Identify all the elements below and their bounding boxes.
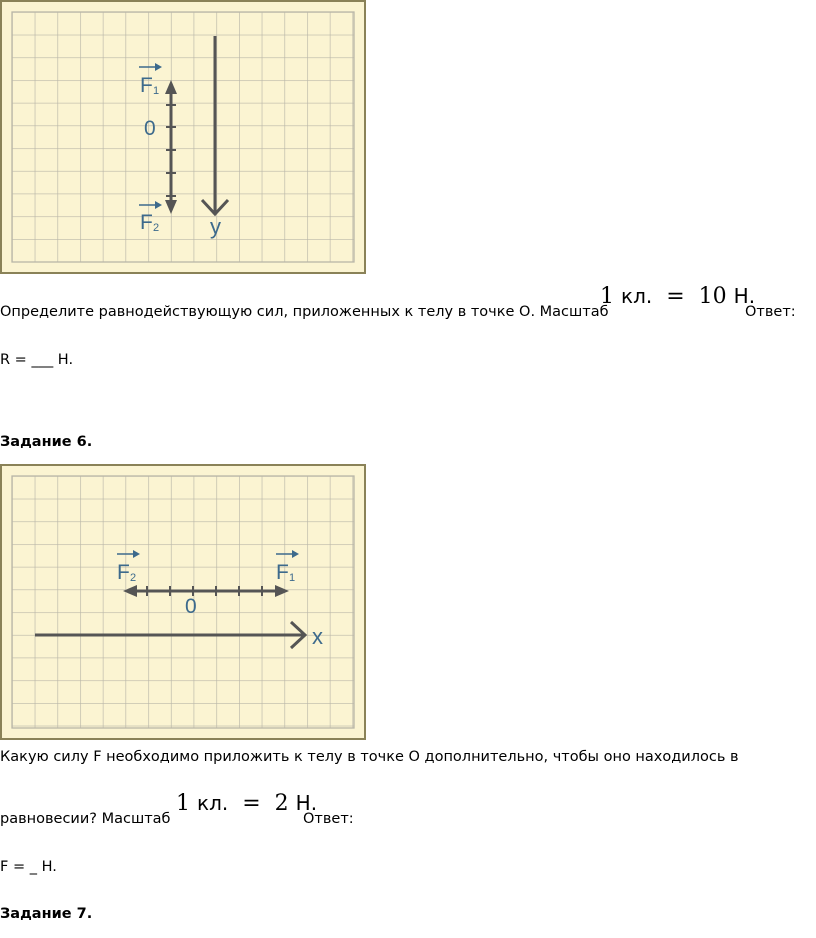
label-f1-sub: 1 [289, 572, 296, 584]
scale-right-number: 10 [698, 284, 727, 309]
label-axis-y: y [210, 214, 221, 239]
task6-answer-line: F = _ H. [0, 859, 57, 875]
grid-area [12, 12, 354, 262]
scale-left-number: 1 [176, 791, 190, 816]
task6-scale-formula [176, 791, 317, 816]
scale-right-unit: Н. [295, 791, 318, 815]
label-origin: 0 [144, 117, 156, 140]
scale-equals: = [242, 791, 261, 816]
scale-left-number: 1 [600, 284, 614, 309]
task6-question-line2: равновесии? Масштаб [0, 811, 171, 827]
task5-question: Определите равнодействующую сил, приложенных к телу в точке О. Масштаб [0, 304, 609, 320]
force-diagram-horizontal [0, 464, 366, 740]
label-axis-x: x [312, 624, 323, 649]
force-diagram-vertical [0, 0, 366, 274]
task6-question-line1: Какую силу F необходимо приложить к телу в точке О дополнительно, чтобы оно находилось в [0, 749, 739, 765]
label-f1-sub: 1 [153, 85, 160, 97]
scale-right-number: 2 [274, 791, 289, 816]
scale-left-unit: кл. [621, 284, 653, 308]
scale-equals: = [666, 284, 685, 309]
label-f1: F [140, 74, 153, 97]
label-f2: F [140, 211, 153, 234]
task6-answer-label: Ответ: [303, 811, 354, 827]
label-f2: F [117, 561, 130, 584]
label-f1: F [276, 561, 289, 584]
label-f2-sub: 2 [130, 572, 137, 584]
task5-answer-label: Ответ: [745, 304, 796, 320]
task5-scale-formula [600, 284, 755, 309]
label-f2-sub: 2 [153, 222, 160, 234]
grid-area [12, 476, 354, 728]
label-origin: 0 [185, 595, 197, 618]
task6-heading: Задание 6. [0, 434, 93, 450]
scale-right-unit: Н. [733, 284, 756, 308]
task5-answer-line: R = ___ H. [0, 352, 74, 368]
scale-left-unit: кл. [197, 791, 229, 815]
task7-heading: Задание 7. [0, 906, 93, 922]
